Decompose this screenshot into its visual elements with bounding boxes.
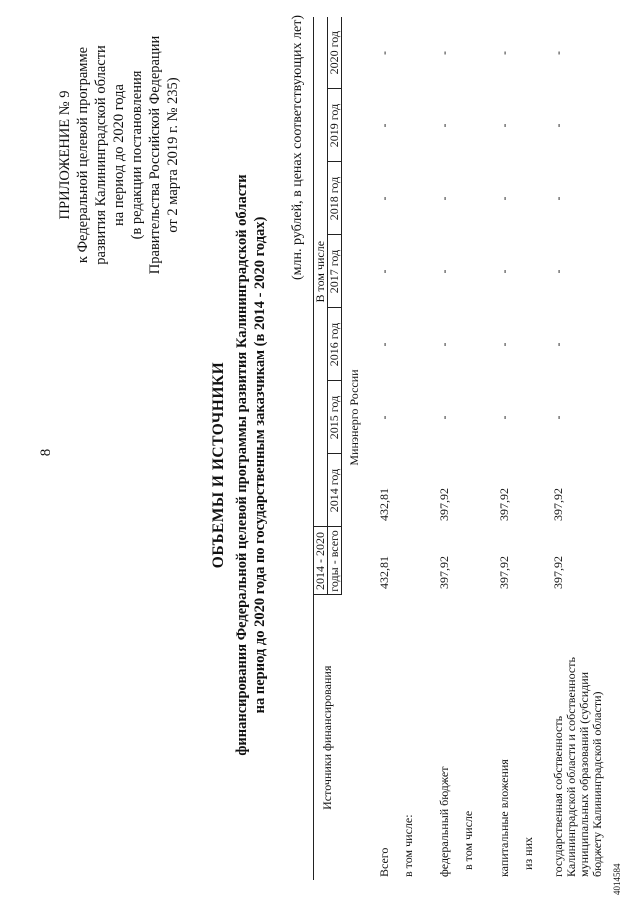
- financing-table: [313, 17, 604, 880]
- units-note: (млн. рублей, в ценах соответствующих лет): [290, 15, 305, 280]
- table-row: [522, 17, 546, 880]
- row-value: -: [551, 415, 565, 420]
- customer-name: Минэнерго России: [346, 369, 361, 466]
- row-label: капитальные вложения: [496, 759, 511, 877]
- row-label: Всего: [376, 847, 391, 877]
- row-value: -: [496, 269, 511, 274]
- row-value: 397,92: [551, 488, 565, 521]
- appendix-line: развития Калининградской области: [93, 45, 109, 265]
- row-value: 397,92: [496, 488, 511, 521]
- appendix-line: (в редакции постановления: [129, 70, 145, 240]
- row-value: -: [496, 342, 511, 347]
- row-label: федеральный бюджет: [436, 766, 451, 877]
- subtitle-line: финансирования Федеральной целевой программы развития Калининградской области: [234, 174, 250, 756]
- header-total-line1: 2014 - 2020: [314, 527, 328, 595]
- header-total-line2: годы - всего: [328, 527, 342, 595]
- table-row: [462, 17, 486, 880]
- document-title: ОБЪЕМЫ И ИСТОЧНИКИ: [210, 361, 227, 569]
- row-value: -: [496, 50, 511, 55]
- header-year: 2017 год: [328, 235, 342, 308]
- row-label: из них: [521, 836, 535, 870]
- row-value: -: [496, 123, 511, 128]
- row-label: в том числе: [461, 810, 475, 870]
- row-value: -: [551, 269, 565, 274]
- row-value: -: [436, 415, 451, 420]
- table-row: [486, 17, 522, 880]
- header-year: 2014 год: [328, 454, 342, 527]
- row-value: -: [376, 415, 391, 420]
- table-row: [366, 17, 402, 880]
- row-value: -: [436, 342, 451, 347]
- row-value: -: [436, 269, 451, 274]
- header-source: Источники финансирования: [314, 595, 342, 880]
- row-value: -: [376, 342, 391, 347]
- document-code: 4014584: [612, 863, 622, 895]
- table-row: [402, 17, 426, 880]
- appendix-line: от 2 марта 2019 г. № 235): [165, 77, 181, 233]
- row-value: -: [376, 196, 391, 201]
- appendix-line: к Федеральной целевой программе: [75, 46, 91, 264]
- header-year: 2016 год: [328, 308, 342, 381]
- row-value: -: [436, 196, 451, 201]
- page-number: 8: [38, 448, 54, 457]
- row-total: 397,92: [436, 556, 451, 589]
- row-value: 397,92: [436, 488, 451, 521]
- row-total: 397,92: [551, 556, 565, 589]
- customer-row: [342, 17, 367, 880]
- subtitle-line: на период до 2020 года по государственным заказчикам (в 2014 - 2020 годах): [252, 216, 268, 714]
- header-year: 2020 год: [328, 17, 342, 89]
- row-value: -: [376, 269, 391, 274]
- row-value: -: [376, 123, 391, 128]
- row-label: государственная собственность Калининградской области и собственность муниципальных образований (субсидии бюджету Калининградской области): [551, 657, 604, 877]
- table-row: [546, 17, 604, 880]
- row-value: -: [496, 196, 511, 201]
- row-total: 397,92: [496, 556, 511, 589]
- row-label: в том числе:: [401, 814, 415, 877]
- appendix-line: Правительства Российской Федерации: [147, 35, 163, 275]
- table-row: [426, 17, 462, 880]
- row-value: -: [496, 415, 511, 420]
- row-value: -: [551, 50, 565, 55]
- appendix-line: на период до 2020 года: [111, 84, 127, 226]
- row-value: -: [551, 342, 565, 347]
- header-year: 2015 год: [328, 381, 342, 454]
- header-year: 2019 год: [328, 89, 342, 162]
- row-total: 432,81: [376, 556, 391, 589]
- row-value: -: [436, 50, 451, 55]
- appendix-note: [56, 25, 182, 285]
- appendix-line: ПРИЛОЖЕНИЕ № 9: [57, 90, 73, 220]
- header-including: В том числе: [314, 17, 328, 527]
- document-subtitle: [233, 25, 269, 905]
- row-value: -: [376, 50, 391, 55]
- row-value: -: [551, 123, 565, 128]
- row-value: -: [436, 123, 451, 128]
- header-year: 2018 год: [328, 162, 342, 235]
- row-value: -: [551, 196, 565, 201]
- row-value: 432,81: [376, 488, 391, 521]
